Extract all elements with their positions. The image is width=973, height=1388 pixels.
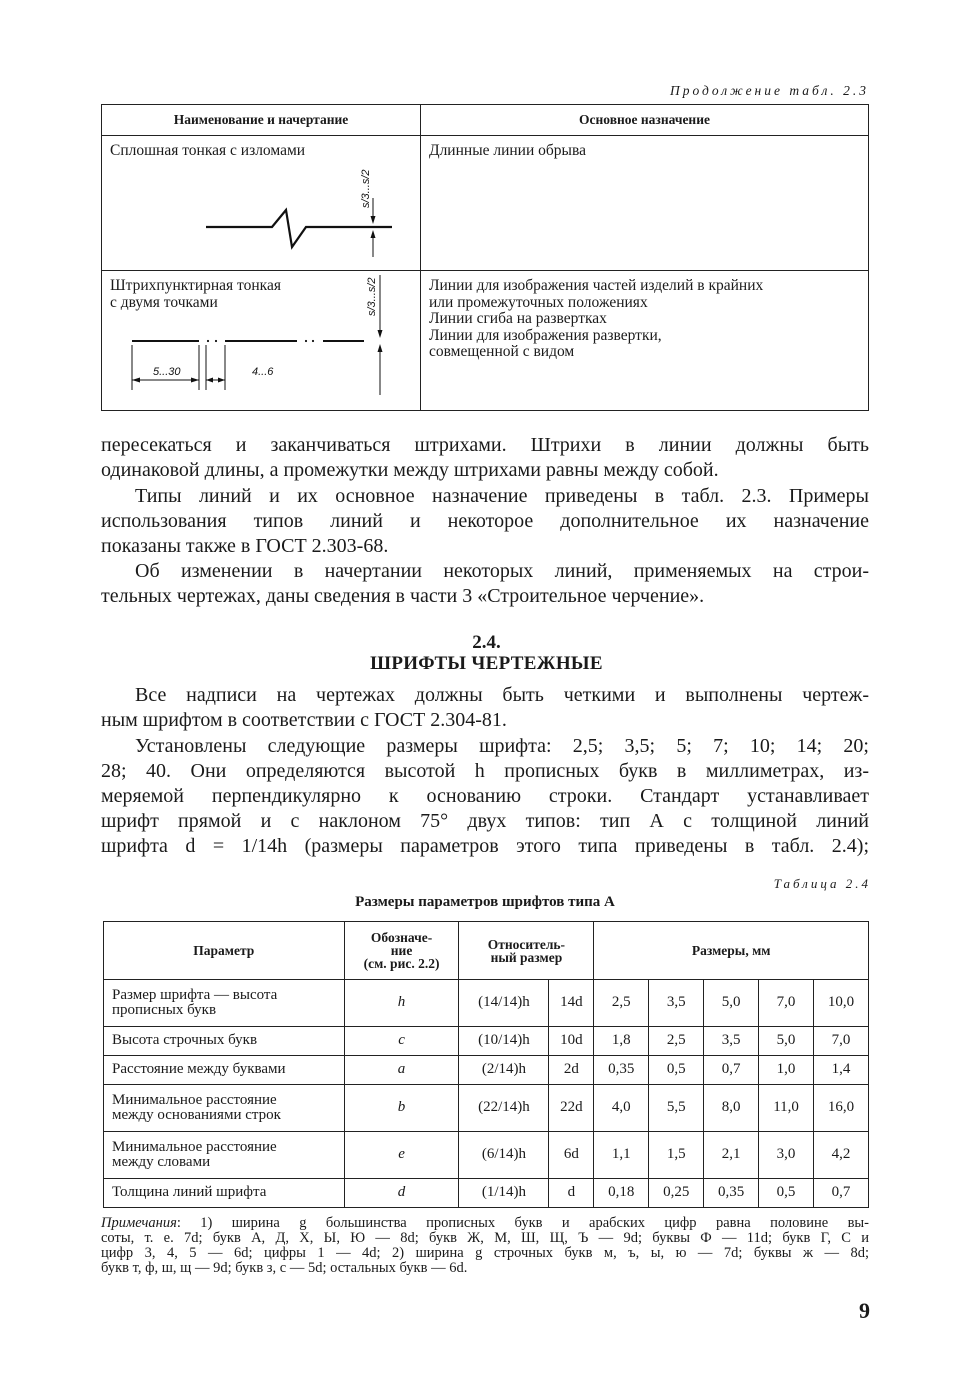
text-line: меряемой перпендикулярно к основанию строки. Стандарт устанавливает bbox=[101, 785, 869, 807]
table23-cell-wavy-line bbox=[102, 136, 421, 271]
cell-line: между словами bbox=[112, 1154, 211, 1170]
dim-label-gap: 4...6 bbox=[252, 366, 274, 378]
text-line: шрифта d = 1/14h (размеры параметров этого типа приведены в табл. 2.4); bbox=[101, 835, 869, 857]
text-line: Типы линий и их основное назначение приведены в табл. 2.3. Примеры bbox=[135, 485, 869, 507]
cell-relative: (14/14)h bbox=[459, 980, 549, 1027]
cell-size-value: 3,5 bbox=[649, 980, 704, 1027]
cell-line: Расстояние между буквами bbox=[112, 1061, 286, 1078]
dash-double-dot-drawing bbox=[102, 271, 421, 411]
cell-size-value: 4,0 bbox=[594, 1085, 649, 1132]
cell-line: Минимальное расстояние bbox=[112, 1138, 277, 1155]
cell-parameter bbox=[104, 1085, 345, 1132]
cell-size-value: 2,1 bbox=[704, 1132, 759, 1179]
table-2-3-continuation bbox=[101, 104, 869, 411]
purpose-line: Линии для изображения развертки, bbox=[429, 326, 662, 344]
continuation-caption: Продолжение табл. 2.3 bbox=[669, 83, 869, 98]
cell-relative: (10/14)h bbox=[459, 1027, 549, 1056]
cell-symbol: h bbox=[344, 980, 459, 1027]
cell-size-value: 1,1 bbox=[594, 1132, 649, 1179]
table23-header-name: Наименование и начертание bbox=[102, 105, 421, 136]
dim-label-thickness: s/3...s/2 bbox=[360, 169, 372, 208]
cell-size-value: 1,5 bbox=[649, 1132, 704, 1179]
header-line: ние bbox=[390, 943, 413, 958]
paragraph-construction bbox=[101, 559, 869, 609]
line-type-name: Сплошная тонкая с изломами bbox=[110, 142, 306, 159]
table-row bbox=[104, 1132, 869, 1179]
purpose-line: Линии для изображения частей изделий в крайних bbox=[429, 277, 764, 294]
note-line: букв т, ф, ш, щ — 9d; букв з, с — 5d; остальных букв — 6d. bbox=[101, 1260, 468, 1276]
cell-size-value: 0,5 bbox=[649, 1056, 704, 1085]
table23-cell-dashdot-line bbox=[102, 271, 421, 411]
text-line: тельных чертежах, даны сведения в части 3 «Строительное черчение». bbox=[101, 585, 705, 607]
cell-size-value: 0,35 bbox=[704, 1179, 759, 1208]
cell-size-value: 2,5 bbox=[649, 1027, 704, 1056]
table24-title: Размеры параметров шрифтов типа А bbox=[355, 894, 615, 910]
cell-line: Минимальное расстояние bbox=[112, 1091, 277, 1108]
cell-parameter bbox=[104, 1027, 345, 1056]
table-2-4 bbox=[103, 921, 869, 1208]
note-line: цифр 3, 4, 5 — 6d; цифры 1 — 4d; 2) ширина g строчных букв м, ъ, ы, ю — 7d; буквы ж — 8d; bbox=[101, 1245, 869, 1261]
paragraph-line-types bbox=[101, 484, 869, 559]
text-line: показаны также в ГОСТ 2.303-68. bbox=[101, 535, 389, 557]
cell-size-value: 0,35 bbox=[594, 1056, 649, 1085]
header-parameter: Параметр bbox=[104, 922, 345, 980]
table-row bbox=[104, 1179, 869, 1208]
table24-caption: Таблица 2.4 bbox=[773, 876, 871, 891]
cell-relative: (22/14)h bbox=[459, 1085, 549, 1132]
header-line: (см. рис. 2.2) bbox=[363, 956, 440, 971]
text-line: пересекаться и заканчиваться штрихами. Штрихи в линии должны быть bbox=[101, 434, 869, 456]
paragraph-fonts-intro bbox=[101, 683, 869, 733]
cell-size-value: 0,25 bbox=[649, 1179, 704, 1208]
cell-size-value: 10,0 bbox=[814, 980, 869, 1027]
cell-d-multiple: 14d bbox=[549, 980, 594, 1027]
text-line: одинаковой длины, а промежутки между штрихами равны между собой. bbox=[101, 459, 719, 481]
dim-label-dash: 5...30 bbox=[153, 366, 181, 378]
cell-size-value: 7,0 bbox=[759, 980, 814, 1027]
table-row bbox=[104, 980, 869, 1027]
line-type-name-2: с двумя точками bbox=[110, 293, 218, 311]
cell-symbol: b bbox=[344, 1085, 459, 1132]
text-line: шрифт прямой и с наклоном 75° двух типов: тип А с толщиной линий bbox=[101, 810, 869, 832]
line-type-name-1: Штрихпунктирная тонкая bbox=[110, 277, 281, 294]
table23-cell-purpose-2 bbox=[421, 271, 869, 411]
note-line: Примечания: 1) ширина g большинства прописных букв и арабских цифр равна половине вы- bbox=[101, 1215, 869, 1231]
text-line: использования типов линий и некоторое дополнительное их назначение bbox=[101, 510, 869, 532]
header-symbol bbox=[344, 922, 459, 980]
cell-parameter bbox=[104, 1056, 345, 1085]
cell-d-multiple: 6d bbox=[549, 1132, 594, 1179]
cell-size-value: 11,0 bbox=[759, 1085, 814, 1132]
cell-size-value: 16,0 bbox=[814, 1085, 869, 1132]
table-row bbox=[104, 1085, 869, 1132]
cell-size-value: 5,0 bbox=[704, 980, 759, 1027]
dim-label-thickness-2: s/3...s/2 bbox=[366, 277, 378, 316]
cell-line: Толщина линий шрифта bbox=[112, 1184, 267, 1201]
cell-relative: (6/14)h bbox=[459, 1132, 549, 1179]
header-line: ный размер bbox=[490, 949, 563, 965]
cell-relative: (2/14)h bbox=[459, 1056, 549, 1085]
section-number: 2.4. bbox=[472, 632, 501, 653]
purpose-line: Длинные линии обрыва bbox=[429, 142, 586, 159]
text-line: Все надписи на чертежах должны быть четкими и выполнены чертеж- bbox=[135, 684, 869, 706]
section-title: ШРИФТЫ ЧЕРТЕЖНЫЕ bbox=[370, 653, 603, 674]
cell-size-value: 0,7 bbox=[704, 1056, 759, 1085]
cell-d-multiple: 10d bbox=[549, 1027, 594, 1056]
cell-parameter bbox=[104, 1132, 345, 1179]
cell-d-multiple: d bbox=[549, 1179, 594, 1208]
cell-size-value: 8,0 bbox=[704, 1085, 759, 1132]
break-line-drawing bbox=[102, 136, 421, 271]
cell-parameter bbox=[104, 1179, 345, 1208]
cell-symbol: d bbox=[344, 1179, 459, 1208]
cell-size-value: 1,0 bbox=[759, 1056, 814, 1085]
header-sizes: Размеры, мм bbox=[594, 922, 869, 980]
cell-size-value: 5,5 bbox=[649, 1085, 704, 1132]
cell-relative: (1/14)h bbox=[459, 1179, 549, 1208]
cell-size-value: 5,0 bbox=[759, 1027, 814, 1056]
table-row bbox=[104, 1027, 869, 1056]
cell-symbol: a bbox=[344, 1056, 459, 1085]
page-number: 9 bbox=[859, 1298, 870, 1323]
table-notes bbox=[101, 1216, 869, 1276]
purpose-line: Линии сгиба на развертках bbox=[429, 310, 607, 327]
cell-size-value: 1,8 bbox=[594, 1027, 649, 1056]
cell-size-value: 0,7 bbox=[814, 1179, 869, 1208]
cell-d-multiple: 2d bbox=[549, 1056, 594, 1085]
cell-size-value: 3,0 bbox=[759, 1132, 814, 1179]
cell-symbol: e bbox=[344, 1132, 459, 1179]
cell-line: Высота строчных букв bbox=[112, 1032, 258, 1049]
purpose-line: или промежуточных положениях bbox=[429, 293, 648, 311]
cell-line: прописных букв bbox=[112, 1002, 217, 1018]
text-line: ным шрифтом в соответствии с ГОСТ 2.304-81. bbox=[101, 709, 507, 731]
paragraph-font-sizes bbox=[101, 734, 869, 859]
cell-size-value: 2,5 bbox=[594, 980, 649, 1027]
paragraph-continuation bbox=[101, 433, 869, 483]
table23-cell-purpose-1 bbox=[421, 136, 869, 271]
cell-line: Размер шрифта — высота bbox=[112, 986, 278, 1003]
cell-size-value: 1,4 bbox=[814, 1056, 869, 1085]
header-line: Относитель- bbox=[487, 936, 566, 952]
notes-label: Примечания bbox=[101, 1215, 177, 1231]
purpose-line: совмещенной с видом bbox=[429, 343, 575, 360]
cell-size-value: 4,2 bbox=[814, 1132, 869, 1179]
cell-parameter bbox=[104, 980, 345, 1027]
cell-symbol: c bbox=[344, 1027, 459, 1056]
table23-header-purpose: Основное назначение bbox=[421, 105, 869, 136]
table-row bbox=[104, 1056, 869, 1085]
cell-size-value: 3,5 bbox=[704, 1027, 759, 1056]
cell-size-value: 7,0 bbox=[814, 1027, 869, 1056]
header-relative bbox=[459, 922, 594, 980]
text-line: 28; 40. Они определяются высотой h прописных букв в миллиметрах, из- bbox=[101, 760, 869, 782]
cell-size-value: 0,18 bbox=[594, 1179, 649, 1208]
header-line: Обозначе- bbox=[370, 930, 433, 945]
table24-body bbox=[104, 980, 869, 1208]
cell-size-value: 0,5 bbox=[759, 1179, 814, 1208]
cell-d-multiple: 22d bbox=[549, 1085, 594, 1132]
cell-line: между основаниями строк bbox=[112, 1107, 281, 1123]
text-line: Установлены следующие размеры шрифта: 2,5; 3,5; 5; 7; 10; 14; 20; bbox=[135, 735, 869, 757]
text-line: Об изменении в начертании некоторых линий, применяемых на строи- bbox=[135, 560, 869, 582]
note-line: соты, т. е. 7d; букв А, Д, Х, Ы, Ю — 8d; букв Ж, М, Ш, Щ, Ъ — 9d; буквы Ф — 11d; букв Г, С и bbox=[101, 1230, 869, 1246]
